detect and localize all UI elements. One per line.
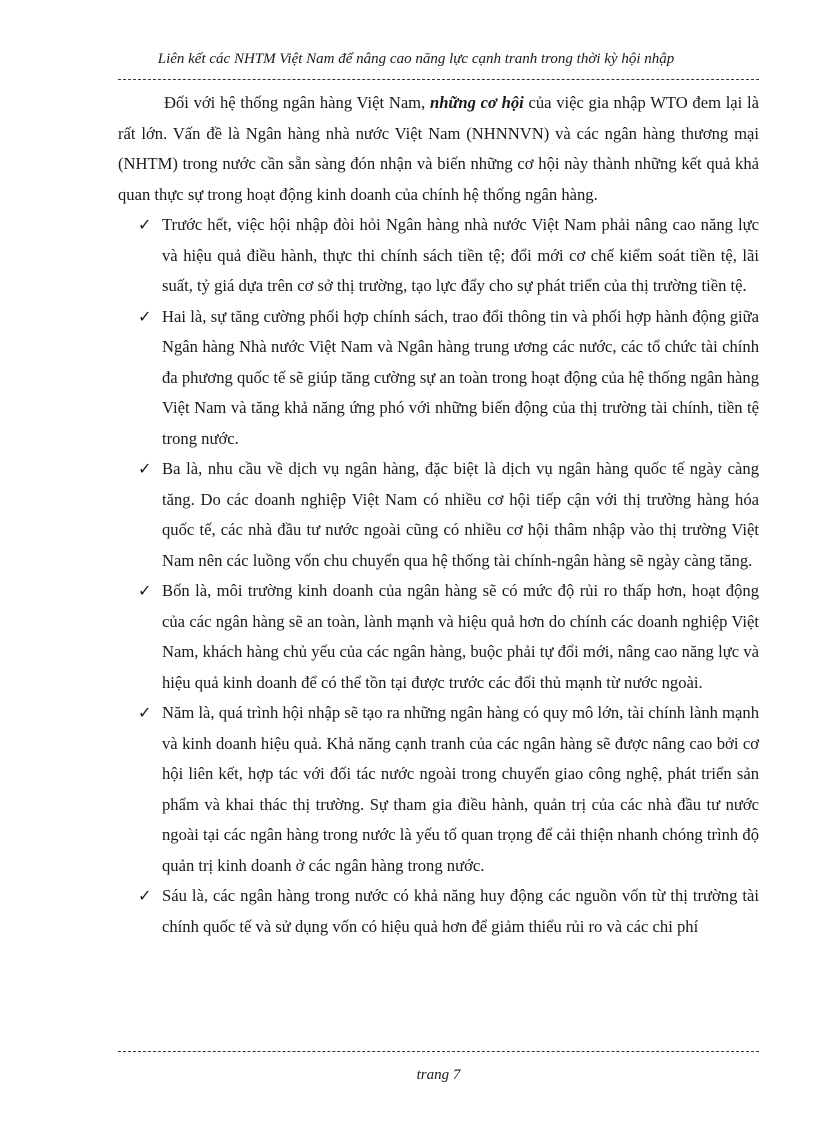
checkmark-icon: ✓ bbox=[138, 703, 152, 722]
list-item bbox=[118, 576, 759, 698]
list-item-text: Năm là, quá trình hội nhập sẽ tạo ra những ngân hàng có quy mô lớn, tài chính lành mạnh và kinh doanh hiệu quả. Khả năng cạnh tranh của các ngân hàng sẽ được nâng cao bởi cơ hội liên kết, hợp tác với đối tác nước ngoài trong chuyển giao công nghệ, phát triển sản phẩm và khai thác thị trường. Sự tham gia điều hành, quản trị của các nhà đầu tư nước ngoài tại các ngân hàng trong nước là yếu tố quan trọng để cải thiện nhanh chóng trình độ quản trị kinh doanh ở các ngân hàng trong nước. bbox=[162, 703, 759, 875]
list-item bbox=[118, 210, 759, 302]
checkmark-icon: ✓ bbox=[138, 215, 152, 234]
page-number: trang 7 bbox=[416, 1067, 461, 1083]
list-item bbox=[118, 698, 759, 881]
list-item-text: Ba là, nhu cầu về dịch vụ ngân hàng, đặc biệt là dịch vụ ngân hàng quốc tế ngày càng tăng. Do các doanh nghiệp Việt Nam có nhiều cơ hội tiếp cận với thị trường hàng hóa quốc tế, các nhà đầu tư nước ngoài cũng có nhiều cơ hội thâm nhập vào thị trường Việt Nam nên các luồng vốn chu chuyển qua hệ thống tài chính-ngân hàng sẽ ngày càng tăng. bbox=[162, 459, 759, 570]
footer-divider bbox=[118, 1051, 759, 1052]
checkmark-icon: ✓ bbox=[138, 459, 152, 478]
intro-emphasis: những cơ hội bbox=[429, 93, 524, 112]
opportunity-list bbox=[118, 210, 759, 942]
list-item-text: Trước hết, việc hội nhập đòi hỏi Ngân hàng nhà nước Việt Nam phải nâng cao năng lực và hiệu quả điều hành, thực thi chính sách tiền tệ; đổi mới cơ chế kiểm soát tiền tệ, lãi suất, tỷ giá dựa trên cơ sở thị trường, tạo lực đẩy cho sự phát triển của thị trường tiền tệ. bbox=[162, 215, 759, 295]
list-item-text: Hai là, sự tăng cường phối hợp chính sách, trao đổi thông tin và phối hợp hành động giữa Ngân hàng Nhà nước Việt Nam và Ngân hàng trung ương các nước, các tổ chức tài chính đa phương quốc tế sẽ giúp tăng cường sự an toàn trong hoạt động của hệ thống ngân hàng Việt Nam và tăng khả năng ứng phó với những biến động của thị trường tài chính, tiền tệ trong nước. bbox=[162, 306, 759, 448]
header-divider bbox=[118, 79, 759, 80]
checkmark-icon: ✓ bbox=[138, 306, 152, 326]
list-item-text: Sáu là, các ngân hàng trong nước có khả năng huy động các nguồn vốn từ thị trường tài chính quốc tế và sử dụng vốn có hiệu quả hơn để giảm thiểu rủi ro và các chi phí bbox=[162, 886, 759, 936]
intro-text-before: Đối với hệ thống ngân hàng Việt Nam, bbox=[164, 93, 430, 112]
running-header: Liên kết các NHTM Việt Nam để nâng cao năng lực cạnh tranh trong thời kỳ hội nhập bbox=[157, 51, 675, 67]
intro-paragraph bbox=[118, 88, 759, 210]
checkmark-icon: ✓ bbox=[138, 581, 152, 600]
checkmark-icon: ✓ bbox=[138, 886, 152, 905]
body-content bbox=[118, 88, 759, 942]
intro-text-after: của việc gia nhập WTO đem lại là rất lớn. Vấn đề là Ngân hàng nhà nước Việt Nam (NHNNVN) và các ngân hàng thương mại (NHTM) trong nước cần sẵn sàng đón nhận và biến những cơ hội này thành những kết quả khả quan thực sự trong hoạt động kinh doanh của chính hệ thống ngân hàng. bbox=[118, 93, 759, 204]
list-item bbox=[118, 881, 759, 942]
list-item bbox=[118, 454, 759, 576]
list-item-text: Bốn là, môi trường kinh doanh của ngân hàng sẽ có mức độ rủi ro thấp hơn, hoạt động của các ngân hàng sẽ an toàn, lành mạnh và hiệu quả hơn do chính các doanh nghiệp Việt Nam, khách hàng chủ yếu của các ngân hàng, buộc phải tự đổi mới, nâng cao năng lực và hiệu quả kinh doanh để có thể tồn tại được trước các đối thủ mạnh từ nước ngoài. bbox=[162, 581, 759, 692]
list-item bbox=[118, 302, 759, 455]
